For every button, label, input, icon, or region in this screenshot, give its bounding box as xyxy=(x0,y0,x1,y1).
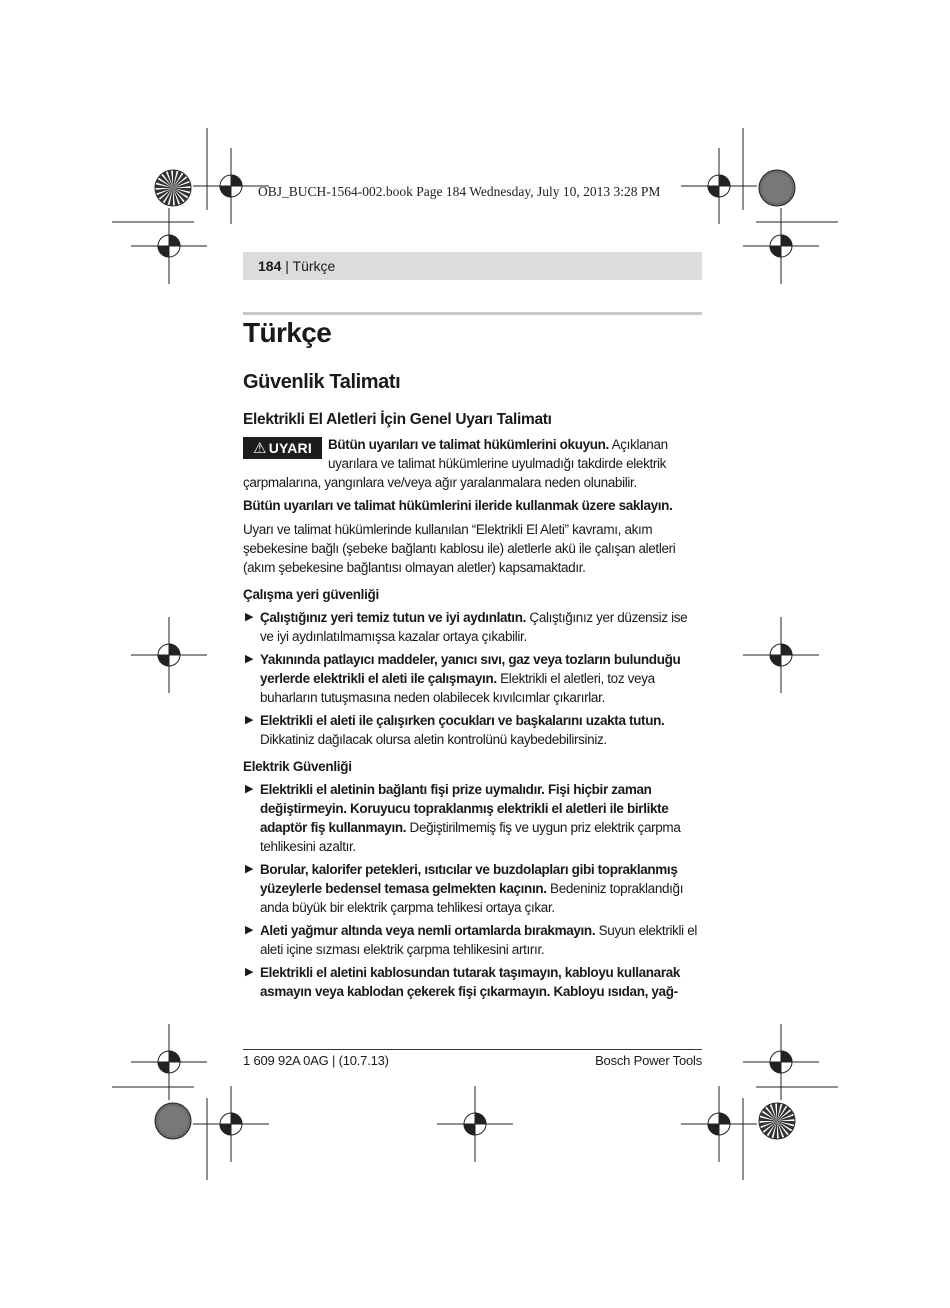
footer-doc-number: 1 609 92A 0AG | (10.7.13) xyxy=(243,1053,389,1068)
page-content xyxy=(243,318,703,1001)
item-bold: Borular, kalorifer petekleri, ısıtıcılar ve buzdolapları gibi topraklanmış yüzeylerle bedensel temasa gelmekten kaçının. xyxy=(260,862,678,896)
warning-badge xyxy=(243,437,322,459)
section-title: Güvenlik Talimatı xyxy=(243,371,401,393)
bullet-arrow-icon: ▶ xyxy=(245,924,254,936)
item-bold: Yakınında patlayıcı maddeler, yanıcı sıvı, gaz veya tozların bulunduğu yerlerde elektrikli el aleti ile çalışmayın. xyxy=(260,652,681,686)
item-text: Elektrikli el aletleri, toz veya buharların tutuşmasına neden olabilecek kıvılcımlar çıkarırlar. xyxy=(260,671,655,705)
warning-badge-label: UYARI xyxy=(268,440,312,456)
item-bold: Elektrikli el aleti ile çalışırken çocukları ve başkalarını uzakta tutun. xyxy=(260,713,665,728)
page-title: Türkçe xyxy=(243,317,332,348)
slug-line: OBJ_BUCH-1564-002.book Page 184 Wednesday, July 10, 2013 3:28 PM xyxy=(258,184,661,199)
list-item xyxy=(243,921,703,959)
page-number: 184 xyxy=(258,258,282,274)
item-text: Çalıştığınız yer düzensiz ise ve iyi aydınlatılmamışsa kazalar ortaya çıkabilir. xyxy=(260,610,688,644)
footer-rule xyxy=(243,1049,702,1050)
item-bold: Çalıştığınız yeri temiz tutun ve iyi aydınlatın. xyxy=(260,610,527,625)
definition-paragraph: Uyarı ve talimat hükümlerinde kullanılan “Elektrikli El Aleti” kavramı, akım şebekesine bağlı (şebeke bağlantı kablosu ile) aletlerle akü ile çalışan aletleri (akım şebekesine bağlantısı olmayan aletler) kapsamaktadır. xyxy=(243,522,676,575)
bullet-arrow-icon: ▶ xyxy=(245,653,254,665)
header-separator: | xyxy=(281,258,293,274)
item-text: Dikkatiniz dağılacak olursa aletin kontrolünü kaybedebilirsiniz. xyxy=(260,732,607,747)
footer-brand: Bosch Power Tools xyxy=(595,1053,702,1068)
workplace-safety-list xyxy=(243,608,703,749)
bullet-arrow-icon: ▶ xyxy=(245,611,254,623)
item-text: Bedeniniz topraklandığı anda büyük bir elektrik çarpma tehlikesi ortaya çıkar. xyxy=(260,881,684,915)
list-item xyxy=(243,860,703,917)
electrical-safety-list xyxy=(243,780,703,1001)
save-note: Bütün uyarıları ve talimat hükümlerini ileride kullanmak üzere saklayın. xyxy=(243,498,673,513)
bullet-arrow-icon: ▶ xyxy=(245,966,254,978)
warning-triangle-icon: ⚠ xyxy=(253,440,267,457)
warning-lead-text: Açıklanan uyarılara ve talimat hükümlerine uyulmadığı takdirde elektrik çarpmalarına, yangınlara ve/veya ağır yaralanmalara neden olunabilir. xyxy=(243,437,668,490)
item-text: Suyun elektrikli el aleti içine sızması elektrik çarpma tehlikesini artırır. xyxy=(260,923,698,957)
item-bold: Aleti yağmur altında veya nemli ortamlarda bırakmayın. xyxy=(260,923,596,938)
section-heading-electrical: Elektrik Güvenliği xyxy=(243,759,352,774)
bullet-arrow-icon: ▶ xyxy=(245,714,254,726)
header-language: Türkçe xyxy=(292,258,336,274)
subsection-title: Elektrikli El Aletleri İçin Genel Uyarı Talimatı xyxy=(243,411,552,428)
bullet-arrow-icon: ▶ xyxy=(245,863,254,875)
item-bold: Elektrikli el aletini kablosundan tutarak taşımayın, kabloyu kullanarak asmayın veya kablodan çekerek fişi çıkarmayın. Kabloyu ısıdan, yağ- xyxy=(260,965,681,999)
bullet-arrow-icon: ▶ xyxy=(245,783,254,795)
list-item xyxy=(243,711,703,749)
warning-lead-bold: Bütün uyarıları ve talimat hükümlerini okuyun. xyxy=(328,437,609,452)
item-bold: Elektrikli el aletinin bağlantı fişi prize uymalıdır. Fişi hiçbir zaman değiştirmeyin. Koruyucu topraklanmış elektrikli el aletleri ile birlikte adaptör fiş kullanmayın. xyxy=(260,782,669,835)
section-heading-workplace: Çalışma yeri güvenliği xyxy=(243,587,379,602)
page-header xyxy=(243,252,702,280)
item-text: Değiştirilmemiş fiş ve uygun priz elektrik çarpma tehlikesini azaltır. xyxy=(260,820,681,854)
list-item xyxy=(243,780,703,856)
list-item xyxy=(243,963,703,1001)
list-item xyxy=(243,608,703,646)
list-item xyxy=(243,650,703,707)
warning-block xyxy=(243,435,703,492)
top-rule xyxy=(243,312,702,315)
